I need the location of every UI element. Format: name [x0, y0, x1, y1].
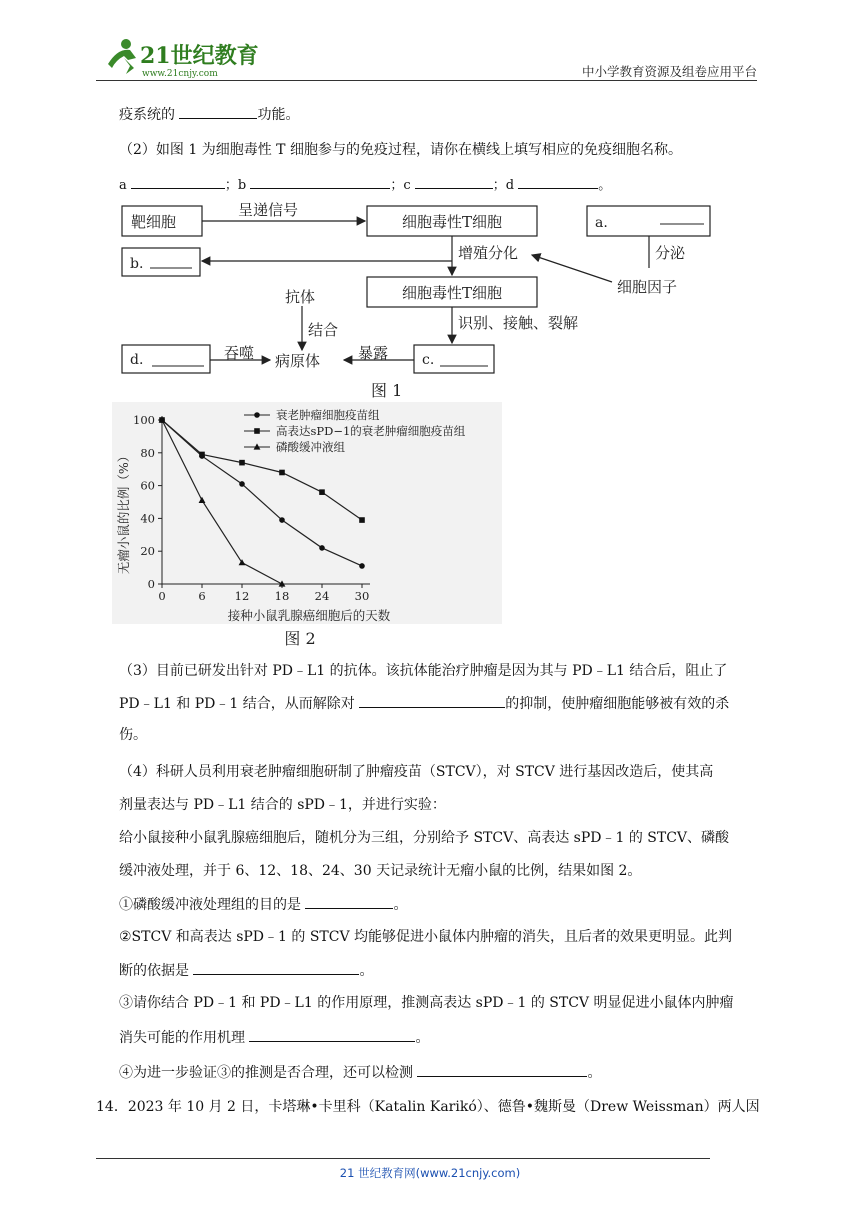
q4-line3: 给小鼠接种小鼠乳腺癌细胞后，随机分为三组，分别给予 STCV、高表达 sPD﹣1 的 STCV、磷酸: [119, 830, 730, 846]
x-tick-label: 0: [158, 589, 166, 603]
label-c: c.: [422, 352, 435, 368]
data-point-s2: [319, 489, 325, 495]
y-axis-label: 无瘤小鼠的比例（%）: [116, 449, 131, 575]
label-secrete: 分泌: [655, 244, 686, 262]
label-ctl-bottom: 细胞毒性T细胞: [402, 284, 503, 302]
y-tick-label: 100: [133, 413, 155, 427]
q3-line2: PD﹣L1 和 PD﹣1 结合，从而解除对 的抑制，使肿瘤细胞能够被有效的杀: [119, 693, 729, 714]
legend-label-1: 衰老肿瘤细胞疫苗组: [276, 408, 380, 422]
label-recognize: 识别、接触、裂解: [458, 314, 579, 332]
figure-1-caption: 图 1: [371, 381, 403, 400]
x-tick-label: 24: [314, 589, 330, 603]
label-d: d.: [130, 352, 144, 368]
answer-line-abcd: a ；b ；c ；d 。: [119, 174, 611, 196]
data-point-s1: [319, 545, 325, 551]
label-a: a.: [595, 215, 608, 231]
q3-line1: （3）目前已研发出针对 PD﹣L1 的抗体。该抗体能治疗肿瘤是因为其与 PD﹣L1 结合后，阻止了: [119, 663, 728, 679]
y-tick-label: 60: [140, 478, 155, 493]
legend-marker-1: [254, 412, 260, 418]
label-signal: 呈递信号: [238, 201, 299, 219]
x-tick-label: 12: [234, 589, 250, 603]
question-2: （2）如图 1 为细胞毒性 T 细胞参与的免疫过程，请你在横线上填写相应的免疫细胞名称。: [119, 142, 682, 158]
legend-marker-2: [254, 428, 260, 434]
x-tick-label: 30: [354, 589, 370, 603]
data-point-s2: [199, 452, 205, 458]
footer-text: 21 世纪教育网(www.21cnjy.com): [339, 1166, 521, 1180]
arrow-cytokine: [532, 255, 612, 282]
y-tick-label: 0: [147, 577, 155, 591]
label-pathogen: 病原体: [275, 352, 321, 370]
q4-line2: 剂量表达与 PD﹣L1 结合的 sPD﹣1，并进行实验：: [119, 797, 446, 813]
y-tick-label: 80: [140, 445, 155, 460]
q4-line1: （4）科研人员利用衰老肿瘤细胞研制了肿瘤疫苗（STCV），对 STCV 进行基因改造后，使其高: [119, 764, 714, 780]
legend-label-2: 高表达sPD−1的衰老肿瘤细胞疫苗组: [276, 424, 466, 438]
label-antibody: 抗体: [285, 288, 316, 306]
sub-q1: ①磷酸缓冲液处理组的目的是 。: [119, 894, 407, 915]
sub-q3-line1: ③请你结合 PD﹣1 和 PD﹣L1 的作用原理，推测高表达 sPD﹣1 的 STCV 明显促进小鼠体内肿瘤: [119, 995, 734, 1011]
footer-divider: [96, 1158, 710, 1159]
x-axis-label: 接种小鼠乳腺癌细胞后的天数: [227, 608, 391, 623]
y-tick-label: 40: [140, 511, 155, 526]
line-1: 疫系统的 功能。: [119, 104, 299, 125]
figure-1-diagram: [112, 198, 722, 404]
label-prolif: 增殖分化: [458, 244, 519, 262]
y-tick-label: 20: [140, 544, 155, 559]
header-divider: [96, 80, 757, 81]
q3-line3: 伤。: [119, 727, 147, 743]
platform-name: 中小学教育资源及组卷应用平台: [581, 64, 757, 79]
data-point-s2: [279, 470, 285, 476]
label-phago: 吞噬: [224, 344, 255, 362]
figure-2-chart: [112, 402, 502, 652]
x-tick-label: 6: [198, 589, 206, 603]
figure-2-caption: 图 2: [284, 629, 316, 648]
label-b: b.: [130, 256, 144, 272]
data-point-s1: [279, 517, 285, 523]
logo-text: 21世纪教育: [140, 43, 259, 69]
x-tick-label: 18: [274, 589, 290, 603]
label-expose: 暴露: [358, 344, 389, 362]
label-cytokine: 细胞因子: [617, 278, 678, 296]
data-point-s1: [239, 481, 245, 487]
site-logo: [96, 34, 266, 82]
data-point-s2: [359, 517, 365, 523]
logo-url: www.21cnjy.com: [142, 69, 218, 79]
sub-q2-line1: ②STCV 和高表达 sPD﹣1 的 STCV 均能够促进小鼠体内肿瘤的消失，且后者的效果更明显。此判: [119, 929, 733, 945]
q4-line4: 缓冲液处理，并于 6、12、18、24、30 天记录统计无瘤小鼠的比例，结果如图 2。: [119, 863, 642, 879]
sub-q3-line2: 消失可能的作用机理 。: [119, 1027, 429, 1048]
sub-q2-line2: 断的依据是 。: [119, 960, 373, 981]
data-point-s1: [359, 563, 365, 569]
label-target-cell: 靶细胞: [131, 213, 177, 231]
data-point-s2: [239, 460, 245, 466]
sub-q4: ④为进一步验证③的推测是否合理，还可以检测 。: [119, 1062, 601, 1083]
label-ctl-top: 细胞毒性T细胞: [402, 213, 503, 231]
label-bind: 结合: [308, 321, 339, 339]
legend-label-3: 磷酸缓冲液组: [276, 440, 345, 454]
question-14: 14．2023 年 10 月 2 日，卡塔琳•卡里科（Katalin Karikó）、德鲁•魏斯曼（Drew Weissman）两人因: [96, 1099, 760, 1115]
